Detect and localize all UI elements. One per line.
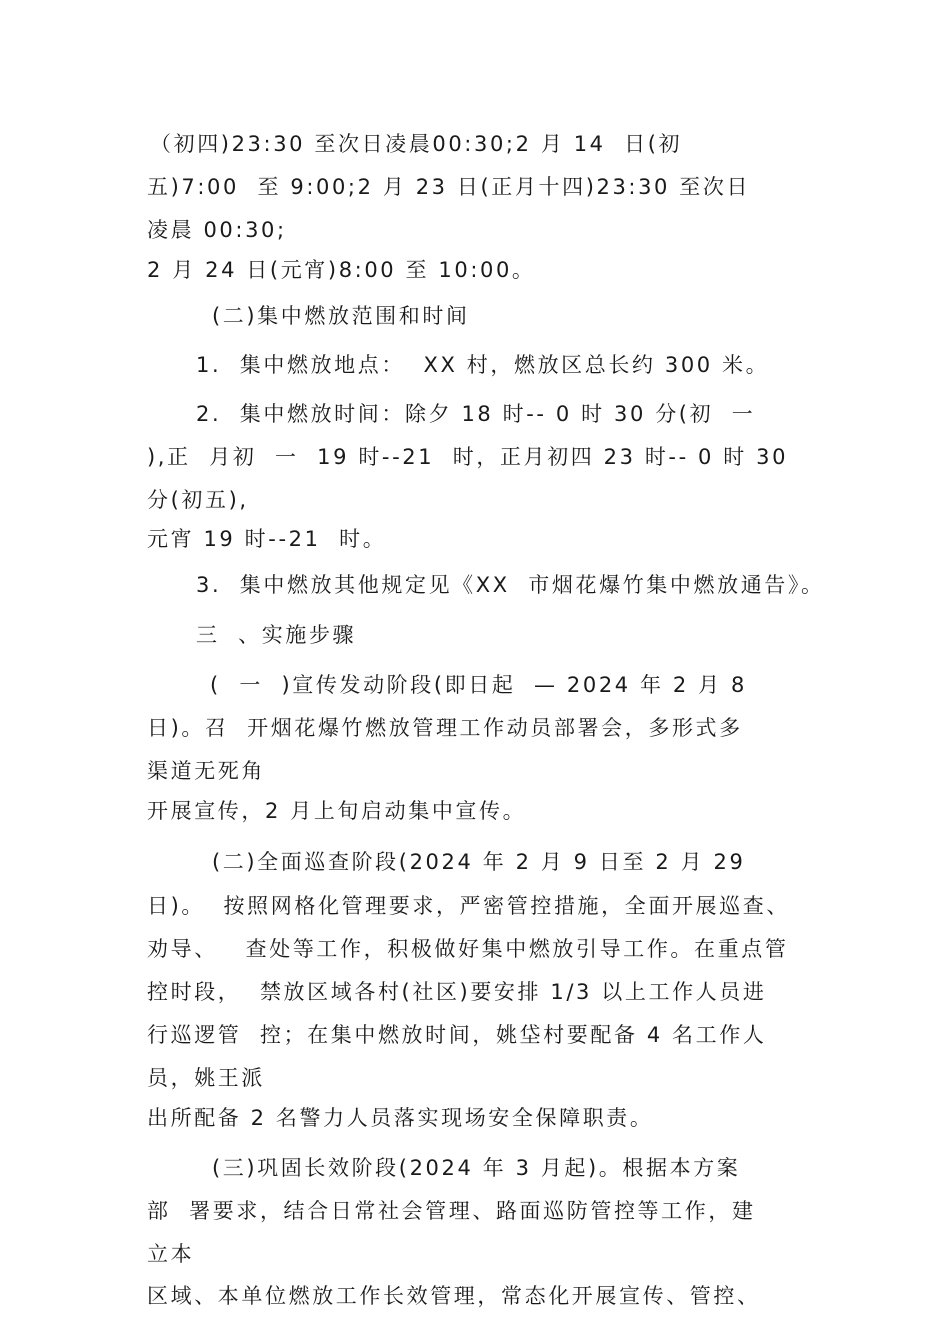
text-line: 员，姚王派	[147, 1066, 265, 1090]
text-line: （初四)23:30 至次日凌晨00:30;2 月 14 日(初	[150, 132, 683, 156]
text-line: 2. 集中燃放时间：除夕 18 时-- 0 时 30 分(初 一	[196, 402, 756, 426]
text-line: 部 署要求，结合日常社会管理、路面巡防管控等工作，建	[147, 1199, 756, 1223]
text-line: 日)。召 开烟花爆竹燃放管理工作动员部署会，多形式多	[147, 716, 743, 740]
text-line: (二)全面巡查阶段(2024 年 2 月 9 日至 2 月 29	[212, 850, 746, 874]
text-line: 凌晨 00:30;	[147, 218, 287, 242]
text-line: (三)巩固长效阶段(2024 年 3 月起)。根据本方案	[212, 1156, 741, 1180]
text-line: ),正 月初 一 19 时--21 时，正月初四 23 时-- 0 时 30	[147, 445, 789, 469]
text-line: 五)7:00 至 9:00;2 月 23 日(正月十四)23:30 至次日	[147, 175, 751, 199]
text-line: 出所配备 2 名警力人员落实现场安全保障职责。	[147, 1106, 654, 1130]
text-line: 开展宣传，2 月上旬启动集中宣传。	[147, 799, 527, 823]
text-line: 立本	[147, 1242, 195, 1266]
section-heading: 三 、实施步骤	[196, 623, 357, 647]
text-line: 渠道无死角	[147, 759, 265, 783]
text-line: ( 一 )宣传发动阶段(即日起 — 2024 年 2 月 8	[210, 673, 747, 697]
text-line: 元宵 19 时--21 时。	[147, 527, 387, 551]
text-line: 行巡逻管 控；在集中燃放时间，姚垈村要配备 4 名工作人	[147, 1023, 767, 1047]
text-line: 劝导、 查处等工作，积极做好集中燃放引导工作。在重点管	[147, 937, 789, 961]
text-line: 1. 集中燃放地点： XX 村，燃放区总长约 300 米。	[196, 353, 770, 377]
text-line: 2 月 24 日(元宵)8:00 至 10:00。	[147, 258, 536, 282]
section-heading: (二)集中燃放范围和时间	[212, 304, 470, 328]
text-line: 3. 集中燃放其他规定见《XX 市烟花爆竹集中燃放通告》。	[196, 573, 825, 597]
text-line: 分(初五),	[147, 488, 249, 512]
text-line: 控时段， 禁放区域各村(社区)要安排 1/3 以上工作人员进	[147, 980, 767, 1004]
text-line: 区域、本单位燃放工作长效管理，常态化开展宣传、管控、	[147, 1284, 761, 1308]
text-line: 日)。 按照网格化管理要求，严密管控措施，全面开展巡查、	[147, 894, 790, 918]
